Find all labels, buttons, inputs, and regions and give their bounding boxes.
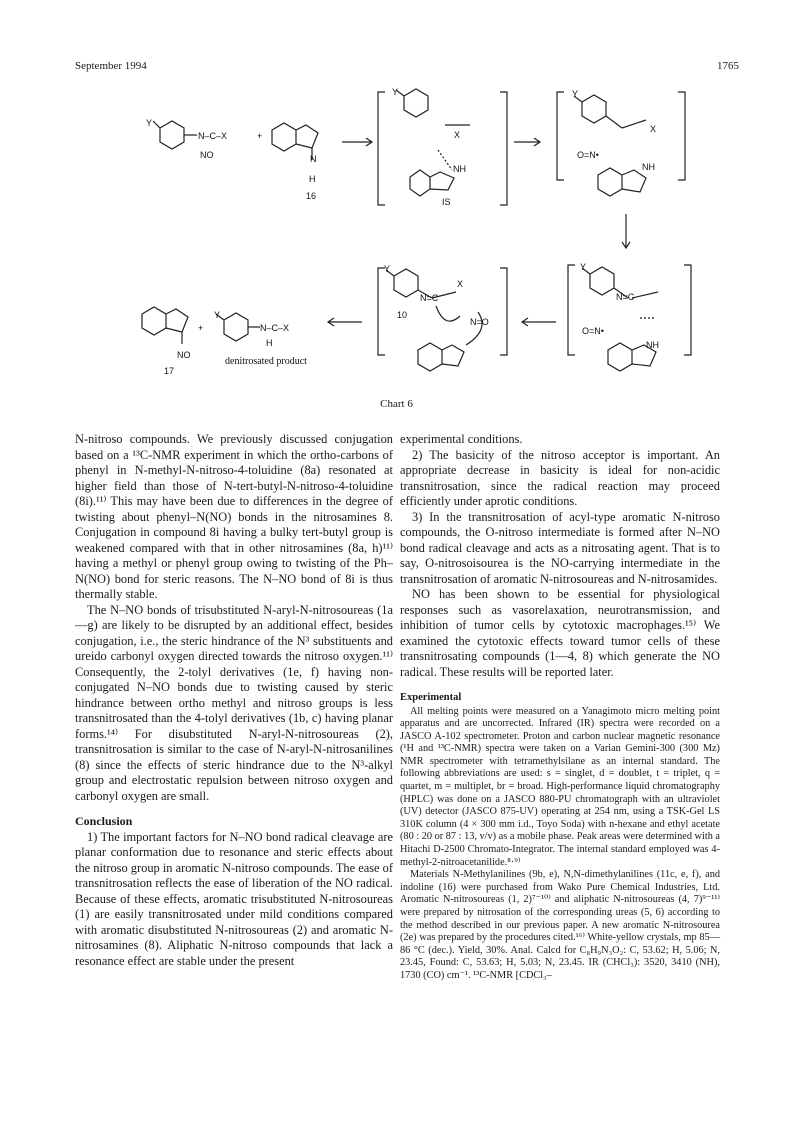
paragraph: NO has been shown to be essential for physiological responses such as vasorelaxation, neurotransmission, and inhibition of tumor cells by cytotoxic macrophages.¹⁵⁾ We examined the cytotoxic effects toward tumor cells of these transnitrosating compounds (1—4, 8) which generate the NO radical. These results will be reported later. <box>400 587 720 679</box>
label-compound-16: 16 <box>306 191 317 201</box>
label-ten: 10 <box>397 310 408 320</box>
label-onrad-3: O=N• <box>577 150 599 160</box>
paragraph: Materials N-Methylanilines (9b, e), N,N-dimethylanilines (11c, e, f), and indoline (16) were purchased from Wako Pure Chemical Industries, Ltd. Aromatic N-nitrosoureas (1, 2)⁷⁻¹⁰⁾ and aliphatic N-nitrosoureas (4, 7)⁹⁻¹¹⁾ were prepared by nitrosation of the corresponding ureas (5, 6) according to the method described in our previous paper. A new aromatic N-nitrosourea (2e) was prepared by the procedures cited.¹⁶⁾ White-yellow crystals, mp 85—86 °C (dec.). Yield, 30%. Anal. Calcd for C₈H₉N₃O₂: C, 53.62; H, 5.06; N, 23.45, Found: C, 53.63; H, 5.03; N, 23.45. IR (CHCl₃): 3520, 3410 (NH), 1730 (CO) cm⁻¹. ¹³C-NMR [CDCl₃– <box>400 869 720 981</box>
label-plus-1: + <box>257 131 263 141</box>
label-nh-3: NH <box>642 162 655 172</box>
label-no-17: NO <box>177 350 191 360</box>
paragraph: All melting points were measured on a Yanagimoto micro melting point apparatus and are uncorrected. Infrared (IR) spectra were recorded on a JASCO A-102 spectrometer. Proton and carbon nuclear magnetic resonance (¹H and ¹³C-NMR) spectra were taken on a Varian Gemini-300 (300 Mz) NMR spectrometer with tetramethylsilane as an internal standard. The following abbreviations are used: s = singlet, d = doublet, t = triplet, q = quartet, m = multiplet, br = broad. High-performance liquid chromatography (HPLC) was done on a JASCO 880-PU chromatograph with an ultraviolet (UV) detector (JASCO 875-UV) operating at 254 nm, using a TSK-Gel LS 310K column (4 × 300 mm i.d., Toyo Soda) with n-hexane and ethyl acetate (80 : 20 or 87 : 13, v/v) as a mobile phase. Peak areas were determined with a Hitachi D-2500 Chromato-Integrator. The internal standard employed was 4-methyl-2-nitroacetanilide.⁸·⁹⁾ <box>400 705 720 868</box>
label-nh-2: NH <box>453 164 466 174</box>
section-heading-experimental: Experimental <box>400 692 462 703</box>
label-y-6: Y <box>214 310 221 320</box>
label-y-1: Y <box>146 118 153 128</box>
paragraph: experimental conditions. <box>400 432 523 446</box>
chart-caption: Chart 6 <box>380 398 413 410</box>
label-x-3: X <box>650 124 657 134</box>
label-no-1: NO <box>200 150 214 160</box>
paragraph: The N–NO bonds of trisubstituted N-aryl-N-nitrosoureas (1a—g) are likely to be disrupted by an additional effect, besides conjugation, i.e., the steric hindrance of the N³ substituents and ureido carbonyl oxygen directed towards the nitroso oxygen.¹¹⁾ Consequently, the 2-tolyl derivatives (1e, f) having non-conjugated N–NO bonds due to twisting caused by steric hindrance between ortho methyl and nitroso groups is less transnitrosated than the 4-tolyl derivatives (1b, c) having planar forms.¹⁴⁾ For disubstituted N-aryl-N-nitrosoureas (2), transnitrosation is similar to the case of N-aryl-N-nitrosanilines (8) since the effects of steric hindrance due to the N³-alkyl group and electrostatic repulsion between nitroso oxygen and carbonyl oxygen are small. <box>75 602 393 803</box>
label-x-5: X <box>457 279 464 289</box>
label-x-2: X <box>454 130 461 140</box>
paragraph: 1) The important factors for N–NO bond radical cleavage are planar conformation due to resonance and steric effects about the nitroso group in aromatic N-nitroso compounds. The ease of transnitrosation reflects the ease of liberation of the NO radical. Because of these effects, aromatic trisubstituted N-nitrosoureas (1) are easily transnitrosated under mild conditions compared with aromatic disubstituted N-nitrosoureas (2) and aromatic N-nitrosamines (8). Aliphatic N-nitroso compounds that lack a resonance effect are stable under the present <box>75 829 393 968</box>
label-onrad-4: O=N• <box>582 326 604 336</box>
label-y-5: Y <box>384 264 391 274</box>
left-column <box>75 432 393 969</box>
label-compound-17: 17 <box>164 366 175 376</box>
label-denitrosated-product: denitrosated product <box>225 356 307 367</box>
paragraph: N-nitroso compounds. We previously discussed conjugation based on a ¹³C-NMR experiment in which the ortho-carbons of phenyl in N-methyl-N-nitroso-4-toluidine (8a) resonated at higher field than those of N-tert-butyl-N-nitroso-4-toluidine (8i).¹¹⁾ This may have been due to differences in the degree of twisting about phenyl–N(NO) bonds in the nitrosamines 8. Conjugation in compound 8i having a bulky tert-butyl group is weakened compared with that in other nitrosamines (8a, h)¹¹⁾ having a methyl or phenyl group owing to twisting of the Ph–N(NO) bond for steric reasons. The N–NO bond of 8i is thus thermally stable. <box>75 432 393 601</box>
label-neqc-4: N=C <box>616 292 635 302</box>
label-plus-6: + <box>198 323 204 333</box>
indoline-ring <box>272 123 296 151</box>
label-neqo-5: N=O <box>470 317 489 327</box>
label-neqc-5: N=C <box>420 293 439 303</box>
paragraph: 2) The basicity of the nitroso acceptor is important. An appropriate decrease in basicity is ideal for non-acidic transnitrosation, since the radical reaction may proceed efficiently under aprotic conditions. <box>400 447 720 508</box>
paragraph: 3) In the transnitrosation of acyl-type aromatic N-nitroso compounds, the O-nitroso intermediate is formed after N–NO bond radical cleavage and acts as a nitrosating agent. That is to say, O-nitrosoisourea is the NO-carrying intermediate in the transnitrosation of aromatic N-nitrosoureas and N-nitrosamides. <box>400 509 720 586</box>
reaction-scheme-chart <box>0 0 793 400</box>
running-header-date: September 1994 <box>75 60 147 72</box>
label-is: IS <box>442 197 451 207</box>
label-n-16: N <box>310 154 317 164</box>
label-h-16: H <box>309 174 316 184</box>
label-nh-4: NH <box>646 340 659 350</box>
label-y-2: Y <box>392 87 399 97</box>
label-y-4: Y <box>580 262 587 272</box>
label-urea-6: N–C–X <box>260 323 290 333</box>
right-column <box>400 432 720 983</box>
benzene-ring <box>160 121 184 149</box>
page-number: 1765 <box>717 60 739 72</box>
label-y-3: Y <box>572 89 579 99</box>
label-urea-1: N–C–X <box>198 131 228 141</box>
label-h-6: H <box>266 338 273 348</box>
section-heading-conclusion: Conclusion <box>75 814 133 828</box>
